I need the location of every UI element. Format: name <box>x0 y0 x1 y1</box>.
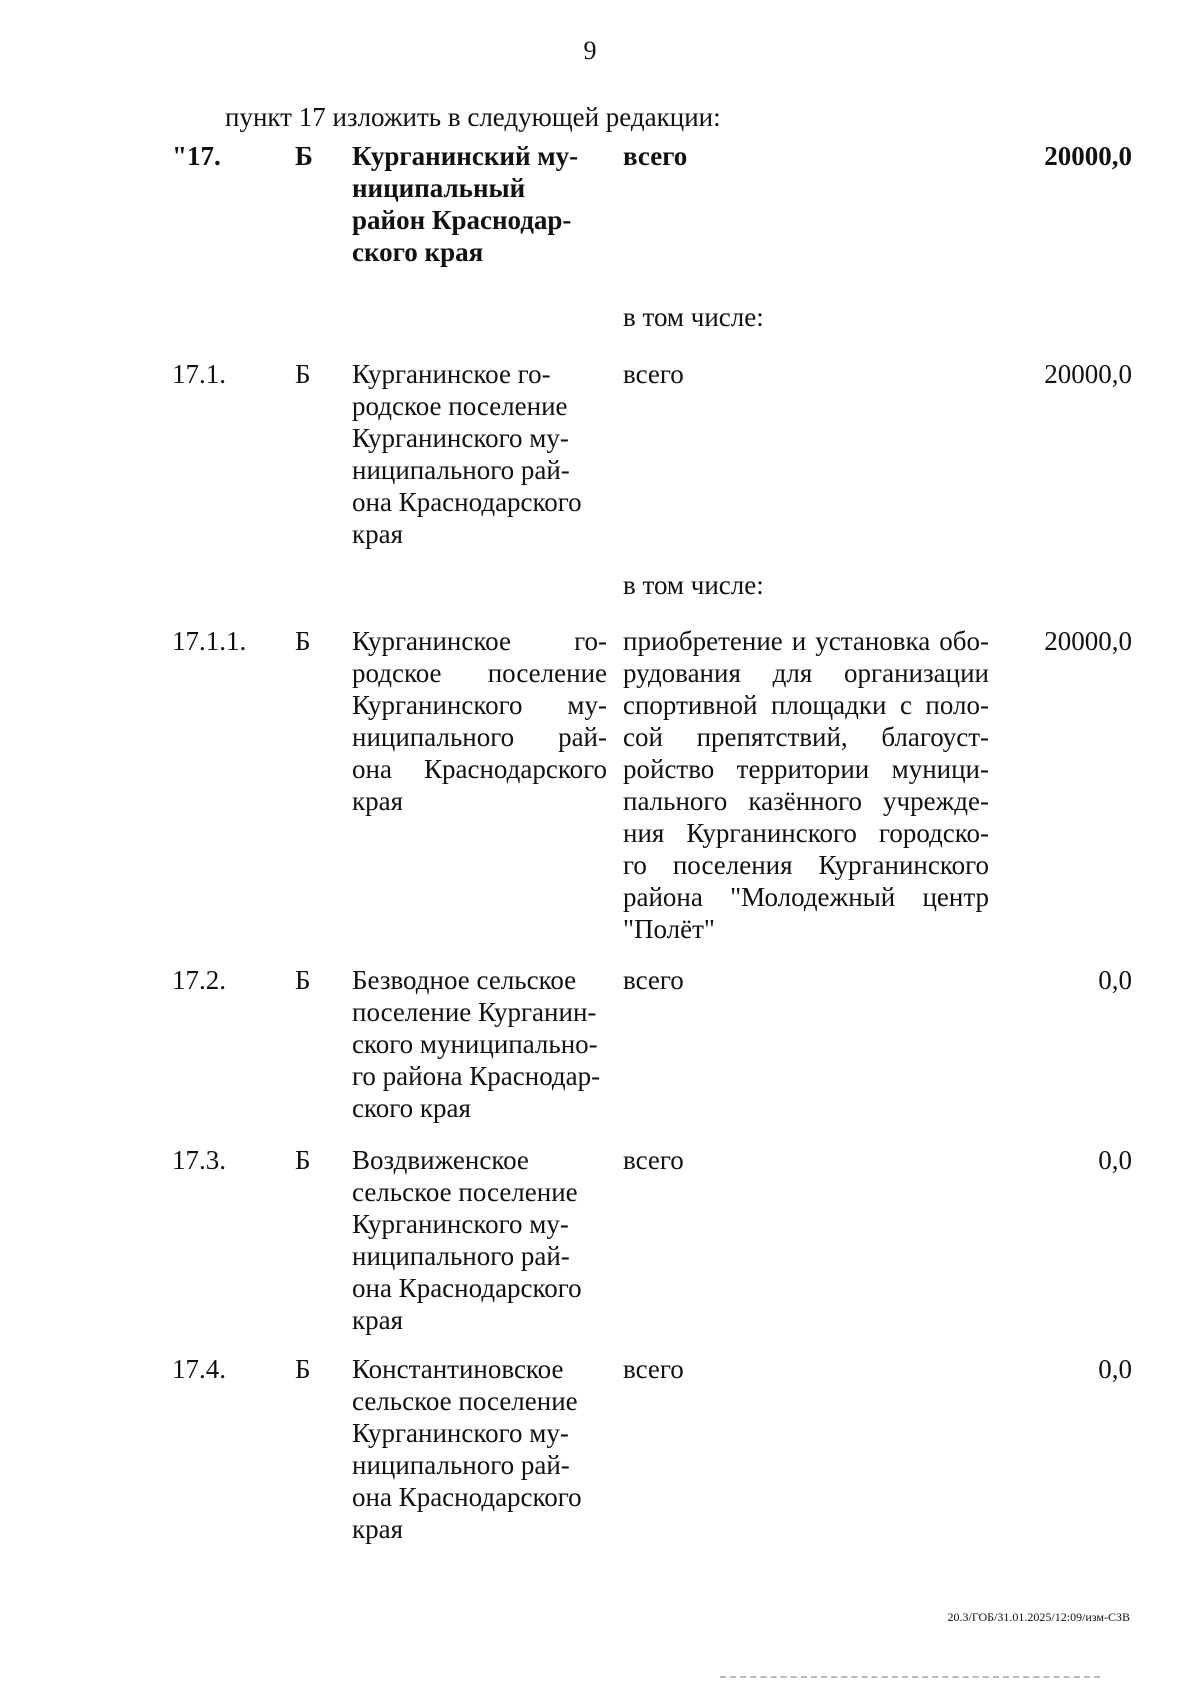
row-number: 17.1.1. <box>172 626 247 656</box>
row-name: Безводное сельское поселение Курганин- ского муниципально- го района Краснодар- ского края <box>352 965 601 1123</box>
row-purpose: приобретение и установка обо- рудования для организации спортивной площадки с поло- сой препятствий, благоуст- ройство территории муници- пального казённого учрежде- ния Курганинского городско- го поселения Курганинского района "Молодежный центр "Полёт" <box>623 626 989 944</box>
row-purpose: всего <box>623 965 684 995</box>
row-purpose: всего <box>623 1354 684 1384</box>
row-purpose: всего <box>623 141 688 171</box>
row-name: Курганинское го- родское поселение Курганинского му- ниципального рай- она Краснодарского края <box>352 359 582 549</box>
row-name: Константиновское сельское поселение Курганинского му- ниципального рай- она Краснодарского края <box>352 1354 582 1544</box>
budget-type: Б <box>295 1354 311 1384</box>
row-number: 17.3. <box>172 1145 226 1175</box>
row-purpose: всего <box>623 1145 684 1175</box>
row-name: Воздвиженское сельское поселение Курганинского му- ниципального рай- она Краснодарского края <box>352 1145 582 1335</box>
subheading-including: в том числе: <box>623 302 764 332</box>
subheading-including: в том числе: <box>623 570 764 600</box>
row-number: "17. <box>172 141 221 171</box>
row-purpose: всего <box>623 359 684 389</box>
page-number: 9 <box>583 36 597 65</box>
row-amount: 20000,0 <box>1044 626 1132 656</box>
row-number: 17.4. <box>172 1354 226 1384</box>
row-amount: 0,0 <box>1098 965 1132 995</box>
row-amount: 0,0 <box>1098 1145 1132 1175</box>
budget-type: Б <box>295 1145 311 1175</box>
row-number: 17.2. <box>172 965 226 995</box>
budget-type: Б <box>295 965 311 995</box>
row-name: Курганинское го- родское поселение Курганинского му- ниципального рай- она Краснодарского края <box>352 626 607 816</box>
intro-text: пункт 17 изложить в следующей редакции: <box>225 102 721 132</box>
row-amount: 0,0 <box>1098 1354 1132 1384</box>
row-amount: 20000,0 <box>1044 359 1132 389</box>
budget-type: Б <box>295 359 311 389</box>
row-number: 17.1. <box>172 359 226 389</box>
row-name: Курганинский му- ниципальный район Краснодар- ского края <box>352 141 579 267</box>
document-code: 20.3/ГОБ/31.01.2025/12:09/изм-СЗВ <box>947 1610 1130 1624</box>
budget-type: Б <box>295 141 313 171</box>
row-amount: 20000,0 <box>1044 141 1132 171</box>
budget-type: Б <box>295 626 311 656</box>
scan-edge-marks <box>720 1676 1100 1681</box>
